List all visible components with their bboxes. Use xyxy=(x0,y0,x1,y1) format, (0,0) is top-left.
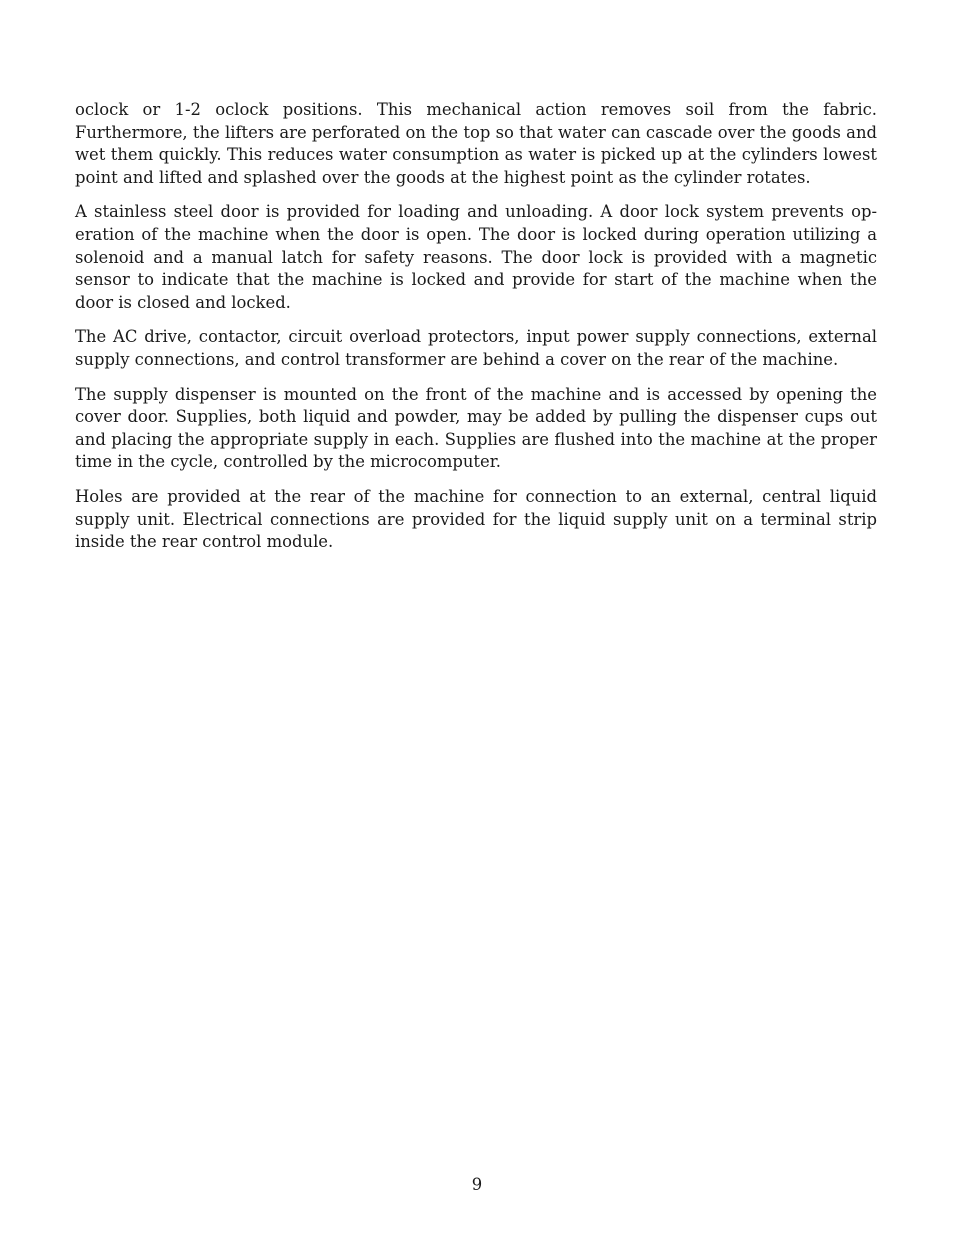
paragraph-holes: Holes are provided at the rear of the machine for connection to an external, central liquid supply unit. Electrical connections are provided for the liquid supply unit on a terminal strip inside the rear control module. xyxy=(75,486,877,552)
paragraph-ac-drive: The AC drive, contactor, circuit overload protectors, input power supply connections, external supply connections, and control transformer are behind a cover on the rear of the machine. xyxy=(75,327,877,369)
paragraph-door: A stainless steel door is provided for loading and unloading. A door lock system prevents operation of the machine when the door is open. The door is locked during operation utilizing a solenoid and a manual latch for safety reasons. The door lock is provided with a magnetic sensor to indicate that the machine is locked and provide for start of the machine when the door is closed and locked. xyxy=(75,202,877,312)
body-text xyxy=(75,99,877,566)
paragraph-lifters: oclock or 1-2 oclock positions. This mechanical action removes soil from the fabric. Furthermore, the lifters are perforated on the top so that water can cascade over the goods and wet them quickly. This reduces water consumption as water is picked up at the cylinders lowest point and lifted and splashed over the goods at the highest point as the cylinder rotates. xyxy=(75,100,877,187)
page-number: 9 xyxy=(471,1175,483,1194)
paragraph-supply-dispenser: The supply dispenser is mounted on the front of the machine and is accessed by opening the cover door. Supplies, both liquid and powder, may be added by pulling the dispenser cups out and placing the appropriate supply in each. Supplies are flushed into the machine at the proper time in the cycle, controlled by the microcomputer. xyxy=(75,384,877,472)
